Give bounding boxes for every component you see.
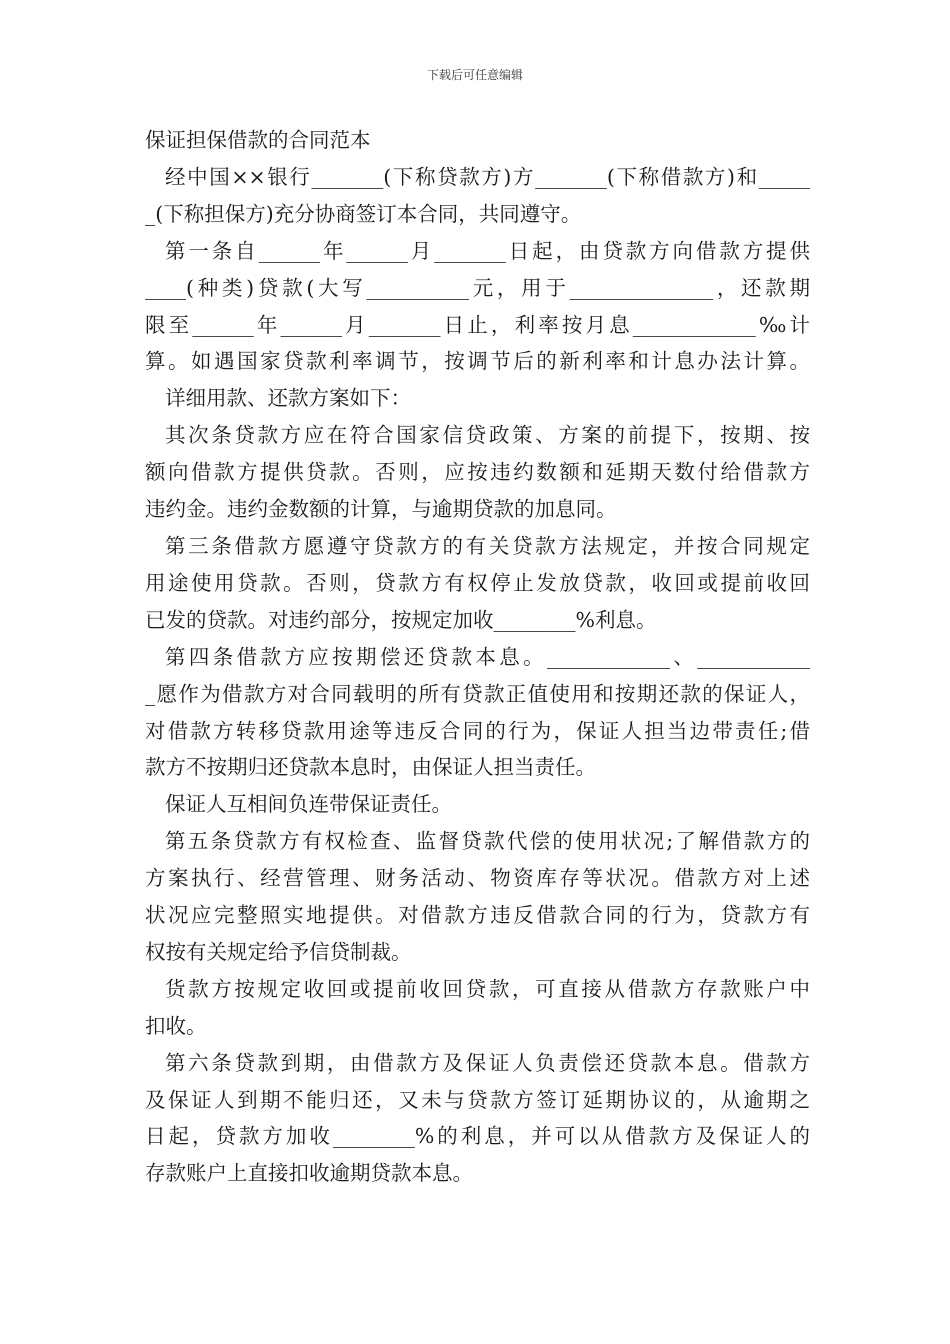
text-line: 状况应完整照实地提供。对借款方违反借款合同的行为，贷款方有 <box>145 903 810 928</box>
text-line: _愿作为借款方对合同载明的所有贷款正值使用和按期还款的保证人， <box>145 681 810 706</box>
text-line: 其次条贷款方应在符合国家信贷政策、方案的前提下，按期、按 <box>165 423 810 448</box>
text-line: 日起，贷款方加收________%的利息，并可以从借款方及保证人的 <box>145 1124 810 1149</box>
page-header: 下载后可任意编辑 <box>426 68 523 82</box>
text-line: 及保证人到期不能归还，又未与贷款方签订延期协议的，从逾期之 <box>145 1087 810 1112</box>
text-line: _(下称担保方)充分协商签订本合同，共同遵守。 <box>145 201 582 226</box>
text-line: 第四条借款方应按期偿还贷款本息。____________、___________ <box>165 644 810 669</box>
text-line: 保证人互相间负连带保证责任。 <box>165 792 452 817</box>
text-line: 经中国××银行_______(下称贷款方)方_______(下称借款方)和_____ <box>165 164 810 189</box>
text-line: 货款方按规定收回或提前收回贷款，可直接从借款方存款账户中 <box>165 976 810 1001</box>
text-line: 详细用款、还款方案如下： <box>165 386 411 411</box>
text-line: 第一条自______年______月_______日起，由贷款方向借款方提供 <box>165 238 810 263</box>
text-line: 款方不按期归还贷款本息时，由保证人担当责任。 <box>145 755 596 780</box>
text-line: ____(种类)贷款(大写__________元，用于______________，还款期 <box>145 275 810 300</box>
text-line: 扣收。 <box>145 1013 207 1038</box>
text-line: 违约金。违约金数额的计算，与逾期贷款的加息同。 <box>145 497 617 522</box>
document-title: 保证担保借款的合同范本 <box>145 128 371 152</box>
text-line: 第三条借款方愿遵守贷款方的有关贷款方法规定，并按合同规定 <box>165 533 810 558</box>
text-line: 额向借款方提供贷款。否则，应按违约数额和延期天数付给借款方 <box>145 460 810 485</box>
text-line: 方案执行、经营管理、财务活动、物资库存等状况。借款方对上述 <box>145 866 810 891</box>
text-line: 存款账户上直接扣收逾期贷款本息。 <box>145 1161 473 1186</box>
text-line: 限至______年______月_______日止，利率按月息____________‰计 <box>145 312 810 337</box>
text-line: 对借款方转移贷款用途等违反合同的行为，保证人担当边带责任;借 <box>145 718 810 743</box>
text-line: 算。如遇国家贷款利率调节，按调节后的新利率和计息办法计算。 <box>145 349 810 374</box>
text-line: 用途使用贷款。否则，贷款方有权停止发放贷款，收回或提前收回 <box>145 570 810 595</box>
contract-body <box>145 122 810 1192</box>
text-line: 第六条贷款到期，由借款方及保证人负责偿还贷款本息。借款方 <box>165 1050 810 1075</box>
text-line: 第五条贷款方有权检查、监督贷款代偿的使用状况;了解借款方的 <box>165 829 810 854</box>
text-line: 权按有关规定给予信贷制裁。 <box>145 939 412 964</box>
text-line: 已发的贷款。对违约部分，按规定加收________%利息。 <box>145 607 657 632</box>
